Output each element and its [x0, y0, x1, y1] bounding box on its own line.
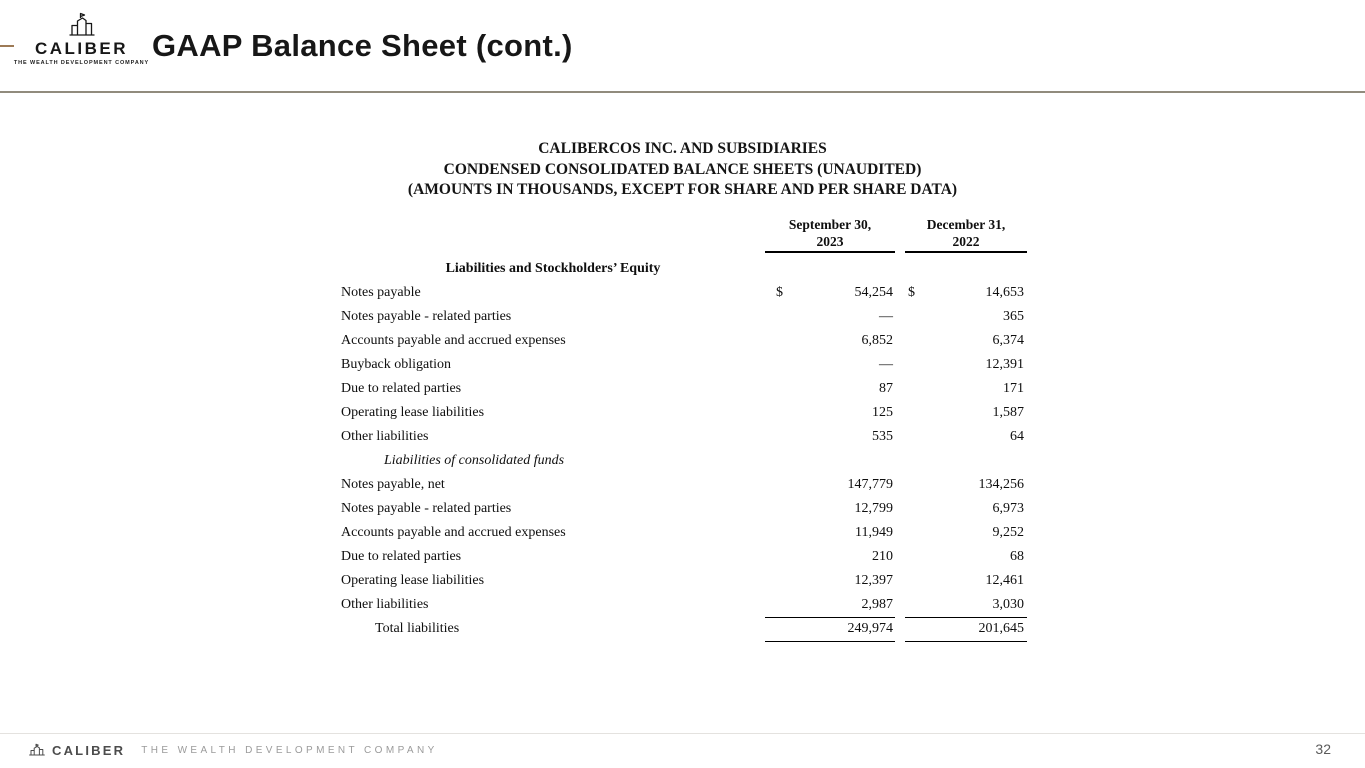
sheet-heading-line: CALIBERCOS INC. AND SUBSIDIARIES: [538, 140, 827, 157]
value-cell: [765, 497, 895, 521]
row-label: Notes payable - related parties: [341, 309, 512, 324]
page-number: 32: [1315, 741, 1331, 757]
table-row: [341, 569, 1027, 593]
table-row: [341, 425, 1027, 449]
value: 68: [1010, 549, 1024, 564]
balance-sheet-table: [341, 216, 1027, 641]
value-cell: [765, 449, 895, 473]
table-row: [341, 281, 1027, 305]
column-header-line: September 30,: [788, 217, 872, 232]
balance-table-body: [341, 257, 1027, 641]
value-cell: [765, 377, 895, 401]
value-cell: [905, 449, 1027, 473]
value-cell: [905, 497, 1027, 521]
row-label: Total liabilities: [375, 621, 460, 636]
value-cell: [905, 569, 1027, 593]
value: 54,254: [854, 285, 893, 300]
footer-logo-name: CALIBER: [52, 742, 126, 758]
value-cell: [905, 521, 1027, 545]
table-row: [341, 593, 1027, 617]
logo-tagline: THE WEALTH DEVELOPMENT COMPANY: [13, 60, 150, 66]
sheet-heading: [0, 139, 1365, 201]
value-cell: [765, 281, 895, 305]
value-cell: [905, 281, 1027, 305]
value: 2,987: [861, 596, 893, 612]
footer-building-icon: [28, 743, 46, 757]
table-row: [341, 497, 1027, 521]
table-row: [341, 449, 1027, 473]
row-label: Accounts payable and accrued expenses: [341, 525, 566, 540]
value-cell: [765, 425, 895, 449]
value-cell: [905, 473, 1027, 497]
value-cell: [905, 257, 1027, 281]
value: 249,974: [847, 620, 893, 636]
row-label: Notes payable: [341, 285, 421, 300]
row-label: Liabilities of consolidated funds: [384, 453, 565, 468]
value-cell: [765, 521, 895, 545]
value: 365: [1003, 309, 1024, 324]
row-label: Operating lease liabilities: [341, 405, 485, 420]
sheet-heading-line: CONDENSED CONSOLIDATED BALANCE SHEETS (UNAUDITED): [443, 160, 922, 178]
table-row: [341, 377, 1027, 401]
building-icon: [67, 12, 97, 39]
value: 134,256: [978, 477, 1024, 492]
value-cell: [765, 617, 895, 642]
value-cell: [905, 401, 1027, 425]
table-row: [341, 473, 1027, 497]
row-label: Liabilities and Stockholders’ Equity: [445, 261, 661, 276]
value-cell: [765, 353, 895, 377]
value-cell: [905, 377, 1027, 401]
value-cell: [765, 401, 895, 425]
table-header-row: [341, 216, 1027, 253]
value: 6,374: [992, 333, 1024, 348]
value: 12,391: [985, 357, 1024, 372]
value-cell: [765, 569, 895, 593]
row-label: Due to related parties: [341, 549, 462, 564]
footer-tagline: THE WEALTH DEVELOPMENT COMPANY: [141, 744, 438, 756]
footer: [28, 740, 438, 760]
table-row: [341, 545, 1027, 569]
value: —: [879, 357, 893, 372]
value: 9,252: [992, 525, 1024, 540]
table-row: [341, 401, 1027, 425]
value-cell: [765, 473, 895, 497]
value-cell: [765, 329, 895, 353]
column-header-line: 2023: [816, 234, 844, 249]
value-cell: [905, 353, 1027, 377]
column-header-dec-2022: [905, 216, 1027, 253]
value: 12,461: [985, 573, 1024, 588]
row-label: Other liabilities: [341, 429, 429, 444]
value: 535: [872, 429, 893, 444]
value: 12,397: [854, 573, 893, 588]
value: 14,653: [985, 285, 1024, 300]
page-title: GAAP Balance Sheet (cont.): [152, 28, 573, 63]
column-header-line: December 31,: [926, 217, 1006, 232]
value-cell: [905, 425, 1027, 449]
logo-name: CALIBER: [34, 39, 129, 58]
row-label: Notes payable - related parties: [341, 501, 512, 516]
value-cell: [905, 329, 1027, 353]
table-row: [341, 329, 1027, 353]
value-cell: [765, 593, 895, 618]
header-divider: [0, 91, 1365, 93]
value: 1,587: [992, 405, 1024, 420]
table-row: [341, 353, 1027, 377]
value: 11,949: [855, 525, 893, 540]
value: —: [879, 309, 893, 324]
row-label: Notes payable, net: [341, 477, 445, 492]
value-cell: [765, 257, 895, 281]
value: 201,645: [978, 620, 1024, 636]
sheet-heading-line: (AMOUNTS IN THOUSANDS, EXCEPT FOR SHARE AND PER SHARE DATA): [407, 181, 958, 198]
table-row: [341, 521, 1027, 545]
value-cell: [905, 305, 1027, 329]
footer-divider: [0, 733, 1365, 734]
value: 87: [879, 381, 893, 396]
row-label: Other liabilities: [341, 597, 429, 612]
accent-dash: [0, 45, 14, 47]
column-header-sep-2023: [765, 216, 895, 253]
value: 6,973: [992, 501, 1024, 516]
row-label: Buyback obligation: [341, 357, 452, 372]
table-row: [341, 617, 1027, 641]
row-label: Operating lease liabilities: [341, 573, 485, 588]
table-row: [341, 305, 1027, 329]
value-cell: [905, 593, 1027, 618]
currency-symbol: $: [776, 285, 783, 300]
table-row: [341, 257, 1027, 281]
value: 147,779: [847, 477, 893, 492]
value-cell: [765, 305, 895, 329]
value-cell: [905, 545, 1027, 569]
value: 12,799: [854, 501, 893, 516]
value: 210: [872, 549, 893, 564]
value-cell: [765, 545, 895, 569]
value: 125: [872, 405, 893, 420]
row-label: Accounts payable and accrued expenses: [341, 333, 566, 348]
currency-symbol: $: [908, 285, 915, 300]
row-label: Due to related parties: [341, 381, 462, 396]
value: 64: [1010, 429, 1024, 444]
value: 171: [1003, 381, 1024, 396]
column-header-line: 2022: [952, 234, 980, 249]
value-cell: [905, 617, 1027, 642]
value: 3,030: [992, 596, 1024, 612]
caliber-logo: [13, 12, 150, 66]
value: 6,852: [861, 333, 893, 348]
